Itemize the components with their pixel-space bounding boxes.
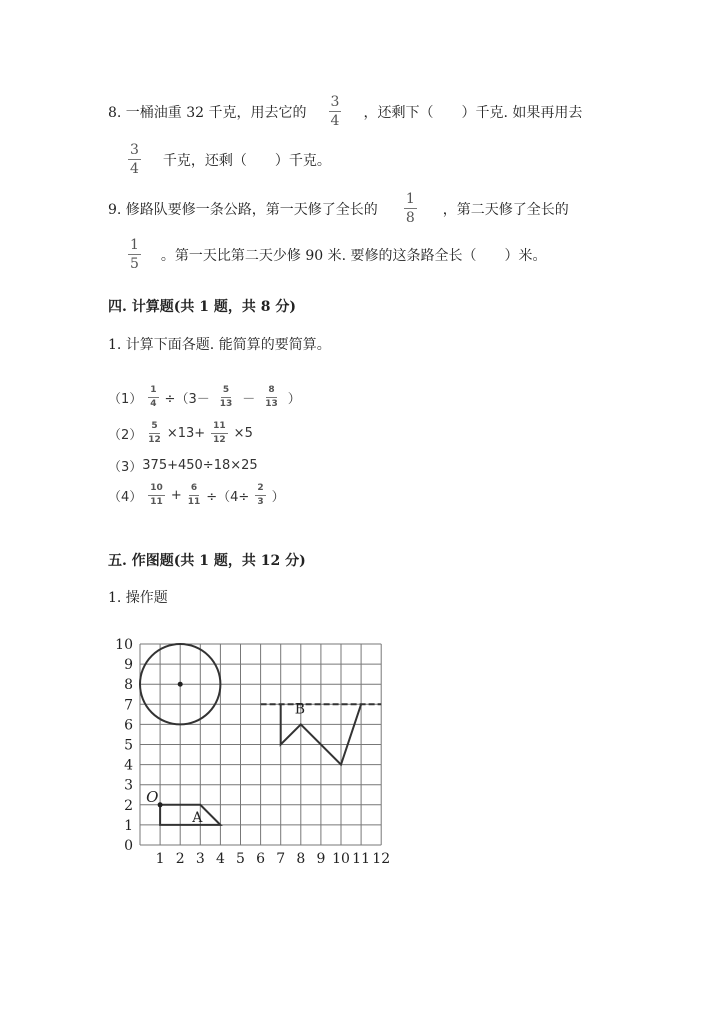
den: 12 bbox=[148, 435, 161, 445]
x-tick-label: 11 bbox=[352, 851, 371, 867]
y-tick-label: 10 bbox=[115, 637, 133, 653]
num: 10 bbox=[148, 484, 165, 496]
text: ÷（4÷ bbox=[206, 490, 250, 505]
den: 4 bbox=[150, 399, 157, 409]
text: ） bbox=[287, 392, 301, 407]
num: 11 bbox=[211, 422, 228, 434]
q9-text: 。第一天比第二天少修 90 米. 要修的这条路全长（ ）米。 bbox=[160, 247, 547, 264]
label: （2） bbox=[108, 428, 143, 443]
den: 3 bbox=[257, 497, 264, 507]
x-tick-label: 5 bbox=[236, 851, 245, 867]
q9-text: 9. 修路队要修一条公路，第一天修了全长的 bbox=[108, 201, 378, 218]
den: 12 bbox=[213, 435, 226, 445]
y-tick-label: 0 bbox=[124, 838, 133, 854]
label: （3） bbox=[108, 460, 143, 475]
shape-b-label: B bbox=[294, 701, 306, 718]
y-tick-label: 9 bbox=[124, 657, 133, 674]
q8-text: 8. 一桶油重 32 千克，用去它的 bbox=[108, 104, 307, 121]
shape-a bbox=[160, 805, 220, 825]
x-tick-label: 10 bbox=[332, 851, 350, 867]
den: 13 bbox=[265, 399, 278, 409]
x-tick-label: 3 bbox=[195, 851, 205, 867]
den: 11 bbox=[150, 497, 163, 507]
den: 4 bbox=[130, 161, 139, 177]
section-4-title: 四. 计算题(共 1 题，共 8 分) bbox=[108, 299, 296, 315]
text: － bbox=[242, 392, 256, 407]
y-tick-label: 1 bbox=[124, 817, 133, 834]
text: ÷（3－ bbox=[164, 392, 210, 407]
label: （4） bbox=[108, 490, 143, 505]
num: 1 bbox=[130, 237, 139, 253]
circle-center bbox=[178, 682, 183, 687]
y-tick-label: 7 bbox=[124, 697, 133, 714]
y-tick-label: 3 bbox=[124, 777, 133, 794]
num: 3 bbox=[130, 142, 139, 158]
num: 1 bbox=[405, 191, 415, 207]
sec5-q1: 1. 操作题 bbox=[108, 590, 168, 606]
y-tick-label: 4 bbox=[124, 757, 133, 774]
text: ×13+ bbox=[166, 426, 206, 441]
y-tick-label: 5 bbox=[124, 737, 133, 754]
text: ） bbox=[271, 490, 285, 505]
y-tick-label: 6 bbox=[124, 717, 133, 734]
num: 6 bbox=[189, 484, 199, 496]
num: 2 bbox=[255, 484, 265, 496]
x-tick-label: 1 bbox=[155, 851, 165, 867]
den: 13 bbox=[219, 399, 233, 409]
y-tick-label: 2 bbox=[124, 797, 133, 814]
x-tick-label: 9 bbox=[316, 851, 326, 867]
text: 375+450÷18×25 bbox=[142, 458, 258, 473]
x-tick-label: 8 bbox=[296, 851, 306, 867]
x-tick-label: 12 bbox=[372, 851, 391, 867]
den: 5 bbox=[130, 256, 139, 272]
x-tick-label: 7 bbox=[276, 851, 286, 867]
label: （1） bbox=[108, 392, 143, 407]
y-tick-label: 8 bbox=[124, 677, 133, 694]
x-tick-label: 4 bbox=[215, 851, 225, 867]
text: ×5 bbox=[233, 426, 253, 441]
x-tick-label: 6 bbox=[256, 851, 266, 867]
den: 8 bbox=[405, 210, 415, 226]
num: 5 bbox=[221, 386, 231, 398]
x-tick-label: 2 bbox=[175, 851, 185, 867]
num: 8 bbox=[266, 386, 276, 398]
section-5-title: 五. 作图题(共 1 题，共 12 分) bbox=[108, 553, 306, 569]
origin-label: O bbox=[146, 787, 159, 806]
den: 4 bbox=[330, 113, 340, 129]
num: 5 bbox=[149, 422, 159, 434]
den: 11 bbox=[187, 497, 201, 507]
sec4-q1: 1. 计算下面各题. 能简算的要简算。 bbox=[108, 337, 331, 353]
num: 3 bbox=[330, 94, 340, 110]
text: + bbox=[170, 488, 182, 503]
q9-text: ，第二天修了全长的 bbox=[442, 201, 569, 218]
q8-text: 千克，还剩（ ）千克。 bbox=[162, 152, 331, 169]
shape-a-label: A bbox=[192, 809, 203, 826]
num: 1 bbox=[148, 386, 158, 398]
q8-text: ，还剩下（ ）千克. 如果再用去 bbox=[363, 104, 583, 121]
